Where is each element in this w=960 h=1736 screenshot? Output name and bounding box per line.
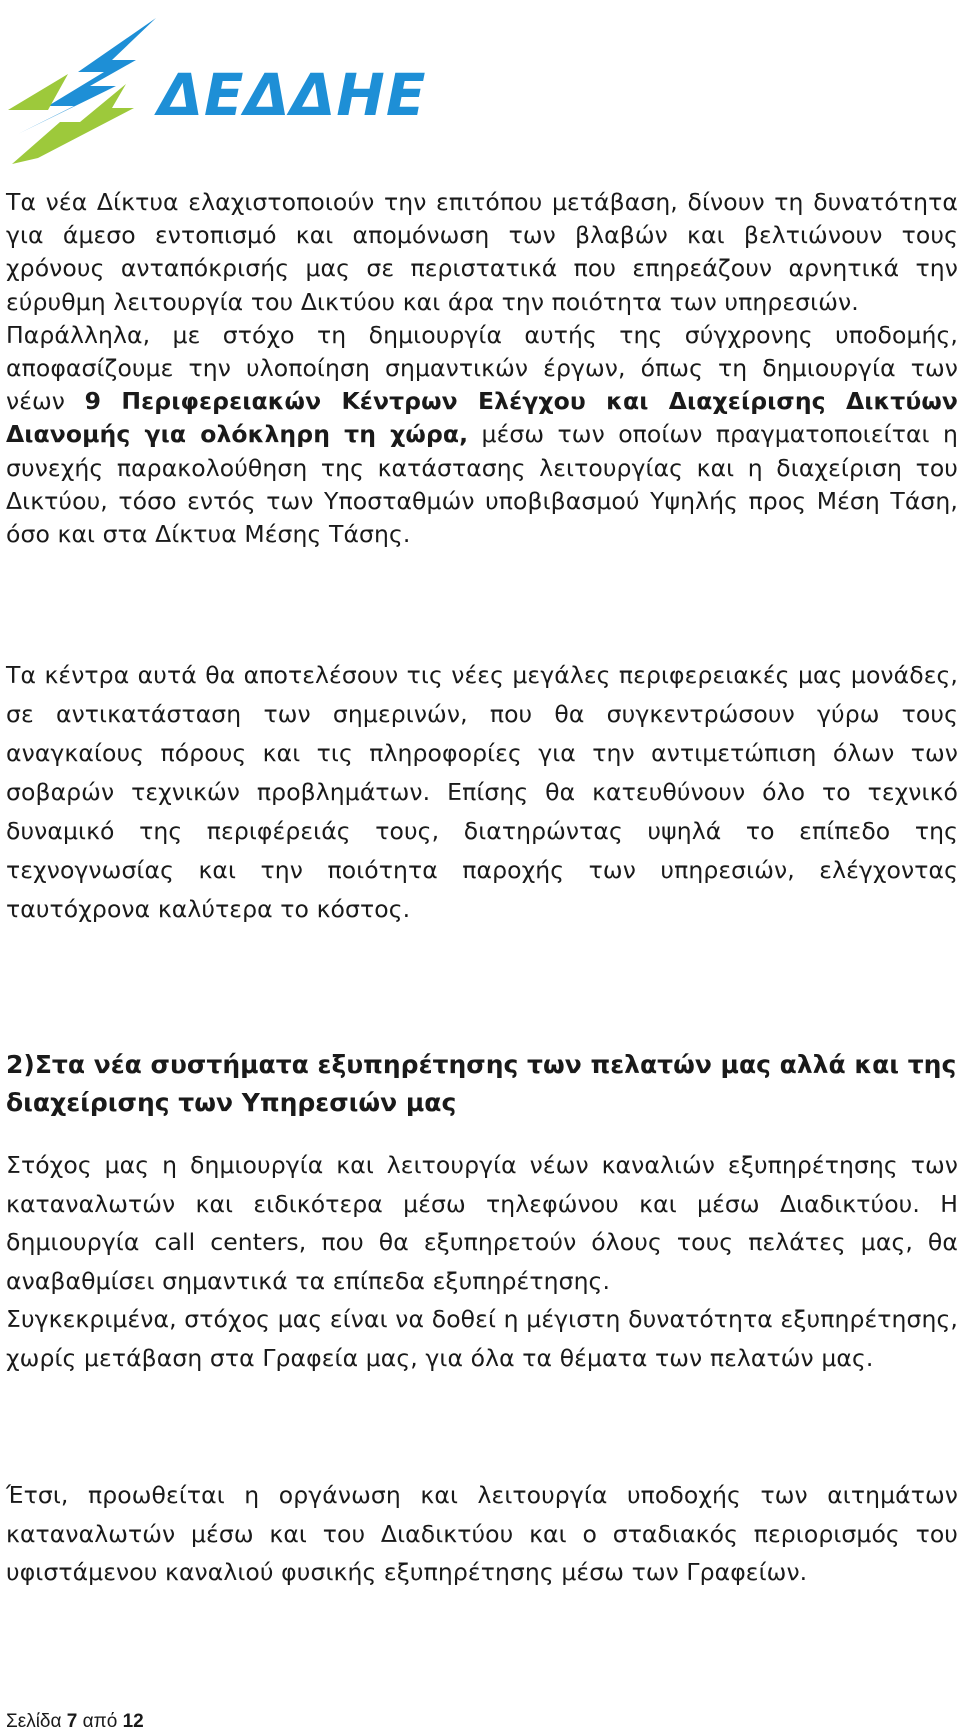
- section1-text: [6, 186, 958, 551]
- paragraph-networks: Τα νέα Δίκτυα ελαχιστοποιούν την επιτόπου μετάβαση, δίνουν τη δυνατότητα για άμεσο εντοπισμό και απομόνωση των βλαβών και βελτιώνουν τους χρόνους ανταπόκρισής μας σε περιστατικά που επηρεάζουν αρνητικά την εύρυθμη λειτουργία του Δικτύου και άρα την ποιότητα των υπηρεσιών.: [6, 188, 958, 316]
- paragraph-service: Συγκεκριμένα, στόχος μας είναι να δοθεί η μέγιστη δυνατότητα εξυπηρέτησης, χωρίς μετάβαση στα Γραφεία μας, για όλα τα θέματα των πελατών μας.: [6, 1305, 958, 1372]
- page-footer: [6, 1711, 144, 1733]
- text-span: Παράλληλα, με στόχο τη δημιουργία αυτής της σύγχρονης υποδομής, αποφασίζουμε την υλοποίηση σημαντικών έργων, όπως τη δημιουργία των νέων: [6, 320, 958, 416]
- of-word: από: [82, 1711, 118, 1732]
- page-word: Σελίδα: [6, 1711, 62, 1732]
- section2-text: [6, 1146, 958, 1377]
- bold-highlight: 9 Περιφερειακών Κέντρων Ελέγχου και Διαχείρισης Δικτύων Διανομής για ολόκληρη τη χώρα,: [6, 387, 959, 449]
- logo-wordmark: ΔΕΔΔΗΕ: [158, 61, 427, 129]
- text-span: μέσω των οποίων πραγματοποιείται η συνεχής παρακολούθηση της κατάστασης λειτουργίας και η διαχείριση του Δικτύου, τόσο εντός των Υποσταθμών υποβιβασμού Υψηλής προς Μέση Τάση, όσο και στα Δίκτυα Μέσης Τάσης.: [6, 420, 958, 549]
- paragraph-online-requests: Έτσι, προωθείται η οργάνωση και λειτουργία υποδοχής των αιτημάτων καταναλωτών μέσω και του Διαδικτύου και ο σταδιακός περιορισμός του υφιστάμενου καναλιού φυσικής εξυπηρέτησης μέσω των Γραφείων.: [6, 1481, 958, 1586]
- section1-centers-text: [6, 656, 958, 929]
- total-pages: 12: [122, 1711, 144, 1732]
- page-number: 7: [66, 1711, 78, 1732]
- section2-heading: 2)Στα νέα συστήματα εξυπηρέτησης των πελατών μας αλλά και της διαχείρισης των Υπηρεσιών μας: [6, 1050, 957, 1117]
- paragraph-control-centers: [6, 319, 958, 551]
- section2-final-text: [6, 1476, 958, 1592]
- paragraph-centers: Τα κέντρα αυτά θα αποτελέσουν τις νέες μεγάλες περιφερειακές μας μονάδες, σε αντικατάσταση των σημερινών, που θα συγκεντρώσουν γύρω τους αναγκαίους πόρους και τις πληροφορίες για την αντιμετώπιση όλων των σοβαρών τεχνικών προβλημάτων. Επίσης θα κατευθύνουν όλο το τεχνικό δυναμικό της περιφέρειάς τους, διατηρώντας υψηλά το επίπεδο της τεχνογνωσίας και την ποιότητα παροχής των υπηρεσιών, ελέγχοντας ταυτόχρονα καλύτερα το κόστος.: [6, 661, 958, 923]
- paragraph-channels: Στόχος μας η δημιουργία και λειτουργία νέων καναλιών εξυπηρέτησης των καταναλωτών και ειδικότερα μέσω τηλεφώνου και μέσω Διαδικτύου. Η δημιουργία call centers, που θα εξυπηρετούν όλους τους πελάτες μας, θα αναβαθμίσει σημαντικά τα επίπεδα εξυπηρέτησης.: [6, 1151, 958, 1295]
- company-logo: [8, 14, 427, 164]
